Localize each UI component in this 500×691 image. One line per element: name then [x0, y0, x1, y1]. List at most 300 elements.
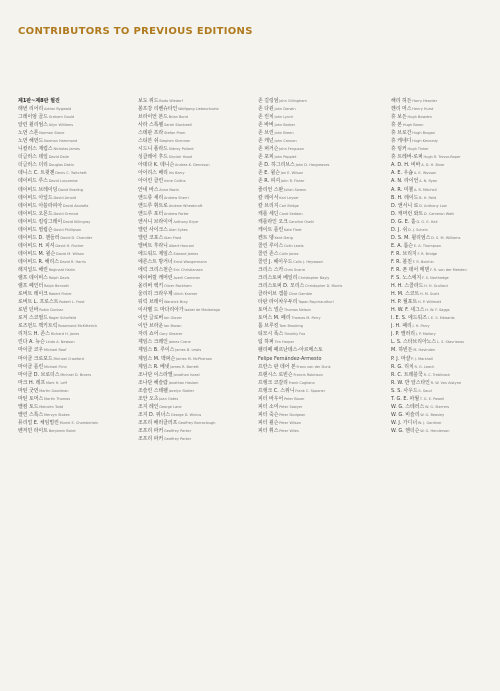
contributor-entry	[18, 314, 135, 322]
contributor-entry	[258, 210, 386, 218]
contributor-entry	[138, 137, 255, 145]
contributor-name-korean: 조슬린 스테펠	[138, 387, 168, 394]
contributor-name-english: Sidney Pollard	[168, 147, 194, 152]
contributor-name-korean: 피터 죽슨	[258, 411, 279, 418]
contributor-name-english: H. H. Scullard	[424, 284, 448, 289]
contributor-entry	[391, 250, 496, 258]
contributor-entry	[138, 97, 255, 105]
contributor-name-english: E. A. Thompson	[413, 243, 442, 248]
contributor-name-english: J. H. Parry	[412, 324, 430, 329]
contributor-entry	[258, 403, 386, 411]
contributor-name-english: Adrian Rygwald	[43, 107, 72, 112]
contributor-entry	[138, 210, 255, 218]
contributor-entry	[258, 355, 386, 363]
contributor-name-english: Hugh Tinker	[407, 147, 429, 152]
contributor-name-korean: D. S. M. 윌리엄스	[391, 234, 431, 241]
contributor-entry	[138, 105, 255, 113]
contributor-name-korean: 콜린 존스	[258, 250, 279, 257]
contributor-name-korean: 휴 케네디	[391, 138, 412, 145]
contributor-name-korean: 조프리 파커	[138, 427, 164, 434]
contributor-name-korean: 앨런 코포스	[138, 234, 164, 241]
contributor-entry	[391, 330, 496, 338]
contributor-entry	[258, 427, 386, 435]
contributor-name-korean: 브라이언 본드	[138, 114, 168, 121]
contributor-entry	[258, 186, 386, 194]
contributor-entry	[138, 226, 255, 234]
contributor-name-english: Kent Deng	[274, 235, 293, 240]
contributor-name-english: Julian Swann	[283, 187, 307, 192]
contributor-name-english: Roger Schofield	[48, 316, 77, 321]
contributor-name-korean: 그레이엄 골드	[18, 114, 48, 121]
contributor-name-english: R. G. Leach	[414, 364, 435, 369]
contributor-name-english: Stephen Shennan	[159, 139, 191, 144]
contributor-entry	[18, 306, 135, 314]
contributor-name-english: Benjamin Baird	[48, 428, 76, 433]
contributor-name-korean: 스티븐 쉬	[138, 138, 159, 145]
contributor-entry	[18, 113, 135, 121]
contributor-name-english: Ralph Davis	[48, 276, 70, 281]
contributor-name-korean: 제임스 M. 맥퍼슨	[138, 355, 176, 362]
contributor-entry	[258, 338, 386, 346]
contributor-entry	[258, 113, 386, 121]
contributor-name-korean: 조프리 배러클러프	[138, 419, 178, 426]
contributor-name-english: David D. Chandler	[60, 235, 93, 240]
contributor-name-english: Ian Glover	[163, 316, 182, 321]
contributor-entry	[258, 266, 386, 274]
contributor-entry	[138, 258, 255, 266]
contributor-name-korean: 마이클 크로포드	[18, 355, 53, 362]
page-title: CONTRIBUTORS TO PREVIOUS EDITIONS	[18, 26, 253, 37]
contributor-entry	[258, 250, 386, 258]
contributor-entry	[391, 322, 496, 330]
contributor-name-english: Sinclair Hood	[168, 155, 192, 160]
contributor-name-english: Frank Cogliano	[288, 380, 315, 385]
contributor-name-english: John Darwin	[274, 107, 296, 112]
contributor-entry	[258, 395, 386, 403]
contributor-name-korean: 칼 브리지	[258, 202, 279, 209]
contributor-name-korean: 시드니 폴라드	[138, 146, 168, 153]
contributor-entry	[258, 226, 386, 234]
contributor-name-english: David Ormrod	[53, 211, 78, 216]
contributor-name-korean: 데이비드 아블라피아	[18, 202, 63, 209]
contributor-name-english: Isabel de Madariaga	[184, 308, 220, 313]
contributor-name-english: Peter Dudgeon	[279, 412, 306, 417]
contributor-entry	[391, 113, 496, 121]
contributor-name-korean: A. E. 우숍	[391, 170, 414, 177]
contributor-entry	[18, 242, 135, 250]
contributor-name-english: R. W. Van Alstyne	[430, 380, 462, 385]
contributor-name-korean: 데니스 C. 트윗첸	[18, 170, 55, 177]
contributor-entry	[391, 242, 496, 250]
contributor-name-english: A. D. H. Bivar	[421, 163, 445, 168]
contributor-name-english: Edward James	[173, 251, 199, 256]
contributor-name-korean: 존 길링엄	[258, 98, 279, 104]
contributor-name-korean: H. P. 월포트	[391, 299, 418, 306]
contributor-name-english: W. G. Beasley	[420, 412, 445, 417]
contributor-name-english: Thomas Nelson	[283, 308, 311, 313]
contributor-entry	[391, 371, 496, 379]
contributor-name-korean: 니컬러스 재럽스	[18, 146, 53, 153]
contributor-name-english: A. E. Wusson	[413, 171, 437, 176]
contributor-name-english: Christopher Bayly	[298, 276, 330, 281]
contributor-name-english: Robert L. Frost	[59, 300, 85, 305]
contributor-name-korean: 노먼 스톤	[18, 130, 39, 137]
contributor-name-english: Gary Shearer	[159, 332, 183, 337]
contributor-entry	[391, 210, 496, 218]
contributor-name-korean: 팀 하퍼	[258, 339, 274, 346]
contributor-entry	[391, 258, 496, 266]
contributor-name-korean: A. D. H. 비바	[391, 162, 421, 169]
contributor-name-korean: D. 앤서니 로	[391, 202, 419, 209]
contributor-name-english: Karl Leyser	[279, 195, 299, 200]
contributor-entry	[18, 266, 135, 274]
contributor-name-english: Richard H. Jones	[50, 332, 80, 337]
contributor-name-english: Colin J. Heywood	[293, 259, 323, 264]
contributor-name-english: W. G. Sterrers	[424, 404, 450, 409]
contributor-entry	[391, 177, 496, 185]
contributor-name-english: Oliver Rackham	[163, 284, 192, 289]
contributor-name-english: Brian Bond	[168, 115, 188, 120]
contributor-name-english: Denis C. Twitchett	[55, 171, 87, 176]
contributor-entry	[391, 202, 496, 210]
contributor-name-english: David Brading	[58, 187, 83, 192]
contributor-entry	[18, 282, 135, 290]
contributor-entry	[391, 194, 496, 202]
contributor-name-english: F. S. Northedge	[422, 276, 449, 281]
contributor-entry	[138, 266, 255, 274]
contributor-entry	[391, 97, 496, 105]
contributor-name-korean: 자리 쇼어	[138, 331, 159, 338]
contributor-name-english: Thomas M. Perry	[291, 316, 321, 321]
contributor-entry	[138, 177, 255, 185]
contributor-name-korean: 펠리페 페르난데스-아르메스토	[258, 347, 323, 354]
contributor-name-english: Tom Brooking	[279, 324, 303, 329]
contributor-name-korean: 데이비드 브레이딩	[18, 186, 58, 193]
contributor-name-korean: W. G. 스테러스	[391, 403, 425, 410]
contributor-name-korean: 제임스 크레인	[138, 339, 168, 346]
contributor-entry	[258, 129, 386, 137]
contributor-name-korean: 아데다 K. 데니슨	[138, 162, 175, 169]
contributor-entry	[258, 234, 386, 242]
contributor-entry	[138, 282, 255, 290]
contributor-name-english: Alan Frost	[163, 235, 182, 240]
contributor-entry	[391, 129, 496, 137]
contributor-name-english: Malcolm Todd	[39, 404, 64, 409]
contributor-name-korean: J. H. 패리	[391, 323, 412, 330]
contributor-entry	[18, 218, 135, 226]
contributor-entry	[18, 250, 135, 258]
contributor-name-korean: 데이비드 R. 해리스	[18, 258, 59, 265]
contributor-name-korean: 크리스토퍼 D. 모리스	[258, 283, 305, 290]
contributor-entry	[18, 129, 135, 137]
contributor-name-korean: S. S. 사우드	[391, 387, 418, 394]
contributor-name-korean: 제임스 B. 루이스	[138, 347, 175, 354]
contributor-name-korean: 존 브린	[258, 130, 274, 137]
contributor-name-english: Warwick Bray	[163, 300, 188, 305]
contributor-name-korean: 칼 레이서	[258, 194, 279, 201]
contributor-entry	[258, 161, 386, 169]
contributor-name-korean: 제임스 R. 베넷	[138, 363, 170, 370]
contributor-name-korean: 프랭크 C. 스위니	[258, 387, 295, 394]
contributor-name-korean: 랠프 페인터	[18, 283, 44, 290]
contributors-column-1	[18, 97, 135, 435]
contributor-entry	[391, 266, 496, 274]
contributor-name-english: Norman Hammond	[43, 139, 78, 144]
contributor-entry	[138, 298, 255, 306]
contributor-name-korean: 피터 바우어	[258, 395, 284, 402]
contributor-name-english: David R. Harris	[59, 259, 86, 264]
contributor-name-english: R. C. Trebilcock	[423, 372, 451, 377]
contributor-name-korean: 이안 브라운	[138, 323, 164, 330]
contributor-entry	[258, 274, 386, 282]
contributor-name-korean: 프란스 판 데어 본	[258, 363, 296, 370]
contributor-name-korean: 워릭 브레이	[138, 299, 164, 306]
contributor-name-english: Andrew Porter	[163, 211, 189, 216]
contributor-name-korean: 휴 본	[391, 122, 403, 129]
contributor-name-korean: 에른스트 방거너	[138, 258, 173, 265]
contributor-name-korean: 콜린 루이스	[258, 242, 284, 249]
contributor-name-english: Hugh R. Trevor-Roper	[423, 155, 461, 160]
contributor-name-korean: 데이비드 킬링그레이	[18, 218, 63, 225]
contributor-entry	[138, 363, 255, 371]
contributor-name-korean: 이안 글로버	[138, 315, 164, 322]
contributor-name-english: Reginald Harlin	[48, 267, 76, 272]
contributor-name-korean: 토머스 넬슨	[258, 307, 284, 314]
contributor-entry	[18, 145, 135, 153]
contributor-name-korean: 마이클 D. 브로더스	[18, 371, 60, 378]
contributor-name-korean: 리처드 H. 존스	[18, 331, 50, 338]
contributor-name-english: Tim Harper	[274, 340, 295, 345]
contributor-name-korean: 조나단 해슬람	[138, 379, 168, 386]
contributor-name-korean: 아이린 클린	[138, 178, 164, 185]
contributor-name-korean: 데이비드 오몬드	[18, 210, 53, 217]
contributor-name-korean: 보도 위드	[138, 98, 159, 104]
contributor-entry	[18, 274, 135, 282]
contributor-entry	[258, 177, 386, 185]
contributor-entry	[18, 403, 135, 411]
contributor-entry	[138, 371, 255, 379]
contributor-name-english: John Breen	[274, 131, 294, 136]
contributor-name-english: John Barber	[274, 123, 296, 128]
contributor-entry	[138, 250, 255, 258]
contributor-entry	[138, 419, 255, 427]
contributor-name-korean: W. G. 비슬리	[391, 411, 420, 418]
contributor-name-english: Anne Bazin	[159, 187, 179, 192]
contributor-name-english: Andrew Sherri	[163, 195, 189, 200]
contributor-name-korean: 존 E. 윌슨	[258, 170, 280, 177]
contributor-name-korean: 조프리 파커	[138, 435, 164, 442]
contributor-name-korean: F. R. 볼친	[391, 258, 412, 265]
contributor-name-korean: 조나단 이스라엘	[138, 371, 173, 378]
contributor-name-korean: R. C. 트레블쿡	[391, 371, 423, 378]
contributor-name-korean: 케이트 플린	[258, 226, 284, 233]
contributor-name-english: Jocelyn Statler	[168, 388, 195, 393]
contributor-name-korean: 켄트 뎅	[258, 234, 274, 241]
contributor-name-korean: 래번 리어리	[18, 106, 44, 113]
contributor-name-english: Albert Hourani	[168, 243, 195, 248]
contributor-name-korean: 더글러스 더리	[18, 162, 48, 169]
contributor-entry	[258, 121, 386, 129]
contributor-entry	[258, 282, 386, 290]
contributor-name-english: Allyn Williams	[48, 123, 74, 128]
contributor-name-english: Anthony Bryer	[173, 219, 199, 224]
contributor-name-english: D. G. E. Hall	[416, 219, 438, 224]
contributor-name-korean: 휴 브로간	[391, 130, 412, 137]
contributor-entry	[258, 379, 386, 387]
contributor-entry	[391, 226, 496, 234]
contributor-name-korean: 크리스토퍼 베일리	[258, 275, 298, 282]
contributor-entry	[138, 346, 255, 354]
contributor-entry	[391, 274, 496, 282]
contributor-name-english: David M. Wilson	[56, 251, 85, 256]
contributor-entry	[391, 169, 496, 177]
contributor-entry	[258, 314, 386, 322]
contributor-entry	[18, 186, 135, 194]
contributor-name-english: Michael Flinn	[43, 364, 67, 369]
contributor-name-korean: 맬컴 토드	[18, 403, 39, 410]
contributor-entry	[18, 234, 135, 242]
contributor-name-english: Carl Bridge	[279, 203, 299, 208]
contributor-name-korean: 조지 D. 위너스	[138, 411, 171, 418]
contributor-name-korean: W. J. 가디너	[391, 419, 418, 426]
contributor-name-korean: 티모시 폭스	[258, 331, 284, 338]
contributor-entry	[138, 153, 255, 161]
contributor-entry	[258, 298, 386, 306]
contributor-name-english: John R. Fisher	[280, 179, 305, 184]
contributor-name-english: Geoffrey Barraclough	[178, 420, 216, 425]
contributor-name-english: Kate Fleet	[283, 227, 302, 232]
contributor-entry	[391, 411, 496, 419]
contributor-entry	[391, 306, 496, 314]
contributor-name-english: Carol Seddon	[279, 211, 303, 216]
contributor-name-korean: 에이버릴 캐머런	[138, 275, 173, 282]
contributor-entry	[18, 379, 135, 387]
contributor-entry	[138, 242, 255, 250]
contributor-entry	[138, 202, 255, 210]
contributor-name-korean: 존 다윈	[258, 106, 274, 113]
contributor-entry	[391, 145, 496, 153]
contributor-name-korean: P. J. 마샬	[391, 355, 411, 362]
contributor-name-korean: 로버트 L. 프로스트	[18, 299, 59, 306]
contributor-entry	[138, 379, 255, 387]
contributor-name-english: Graham Gould	[48, 115, 75, 120]
contributor-entry	[18, 371, 135, 379]
contributor-name-korean: 더글러스 데일	[18, 154, 48, 161]
contributor-name-english: M. Havinden	[413, 348, 436, 353]
contributor-entry	[138, 290, 255, 298]
contributor-name-korean: 앤드루 포터	[138, 210, 164, 217]
contributor-name-english: Chris Scarre	[283, 267, 306, 272]
contributor-entry	[138, 322, 255, 330]
contributor-name-english: Wolfgang Liebeschuetz	[178, 107, 219, 112]
contributor-entry	[258, 330, 386, 338]
contributor-name-english: Peter Bauer	[283, 396, 305, 401]
contributor-name-english: F. R. Bridge	[417, 251, 438, 256]
contributor-name-korean: 조안 오츠	[138, 395, 159, 402]
contributor-name-english: Geoffrey Parker	[163, 428, 192, 433]
contributor-name-english: James R. Barrett	[170, 364, 199, 369]
contributor-entry	[18, 419, 135, 427]
contributor-entry	[258, 411, 386, 419]
contributor-name-english: B. H. Reid	[419, 195, 437, 200]
contributor-entry	[138, 355, 255, 363]
contributor-name-korean: 데이비드 필립슨	[18, 226, 53, 233]
contributor-entry	[138, 274, 255, 282]
contributor-name-english: Hugh Kennedy	[412, 139, 438, 144]
contributor-name-korean: T. G. E. 파월	[391, 395, 420, 402]
contributor-entry	[391, 346, 496, 354]
contributor-entry	[391, 355, 496, 363]
contributor-name-korean: J. P. 맬러리	[391, 331, 416, 338]
contributor-entry	[391, 137, 496, 145]
contributor-name-korean: 싱클레어 후드	[138, 154, 168, 161]
contributors-column-2	[138, 97, 255, 443]
contributor-name-korean: D. 캐머런 와트	[391, 210, 424, 217]
contributor-entry	[258, 346, 386, 354]
contributor-name-english: Caroline Oseki	[288, 219, 314, 224]
contributor-entry	[138, 314, 255, 322]
contributor-entry	[18, 153, 135, 161]
contributor-entry	[138, 330, 255, 338]
contributor-entry	[138, 169, 255, 177]
contributor-name-english: David Phillipson	[53, 227, 82, 232]
contributor-name-english: David Killingray	[62, 219, 91, 224]
contributor-entry	[391, 387, 496, 395]
contributor-name-english: David H. Fischer	[55, 243, 84, 248]
contributor-name-korean: I. E. S. 에드워즈	[391, 315, 427, 322]
contributor-entry	[258, 371, 386, 379]
contributor-entry	[138, 113, 255, 121]
contributor-entry	[391, 395, 496, 403]
contributor-name-korean: 울리히 크라우제	[138, 291, 173, 298]
contributor-name-english: Clive Gamble	[288, 292, 313, 297]
contributor-name-english: S. Saud	[418, 388, 432, 393]
contributor-entry	[258, 306, 386, 314]
contributor-name-korean: 린다 A. 뉴슨	[18, 339, 45, 346]
contributor-entry	[391, 161, 496, 169]
contributor-entry	[18, 395, 135, 403]
contributor-name-english: Peter Sawyer	[279, 404, 303, 409]
contributor-name-korean: 노먼 해먼드	[18, 138, 44, 145]
contributor-name-english: John Lynch	[274, 115, 294, 120]
contributor-entry	[138, 121, 255, 129]
contributor-name-english: James B. Lewis	[175, 348, 202, 353]
contributor-name-english: David Daile	[48, 155, 69, 160]
contributor-entry	[138, 218, 255, 226]
contributor-entry	[138, 234, 255, 242]
contributor-name-korean: 피터 소여	[258, 403, 279, 410]
contributor-name-korean: 에드워드 제임스	[138, 250, 173, 257]
contributor-entry	[258, 145, 386, 153]
contributor-name-korean: 로버트 레이크	[18, 291, 48, 298]
contributor-name-english: Iris Barry	[168, 171, 185, 176]
contributor-name-english: Michael D. Broers	[60, 372, 92, 377]
contributor-name-english: Ian Brown	[163, 324, 182, 329]
contributor-name-english: Jonathan Haslam	[168, 380, 199, 385]
contributor-entry	[258, 105, 386, 113]
contributor-entry	[18, 226, 135, 234]
contributor-name-english: James Crane	[168, 340, 191, 345]
contributor-name-korean: 아이리스 배리	[138, 170, 168, 177]
contributor-name-korean: 피터 윌슨	[258, 419, 279, 426]
contributor-entry	[18, 355, 135, 363]
contributor-name-english: David Arnold	[53, 195, 76, 200]
contributor-name-english: Jon E. Wilson	[280, 171, 304, 176]
contributor-name-english: Francis Robinson	[293, 372, 323, 377]
contributor-name-english: David Abulafia	[62, 203, 89, 208]
contributor-name-korean: 존 캐넌	[258, 138, 274, 145]
contributor-entry	[391, 338, 496, 346]
